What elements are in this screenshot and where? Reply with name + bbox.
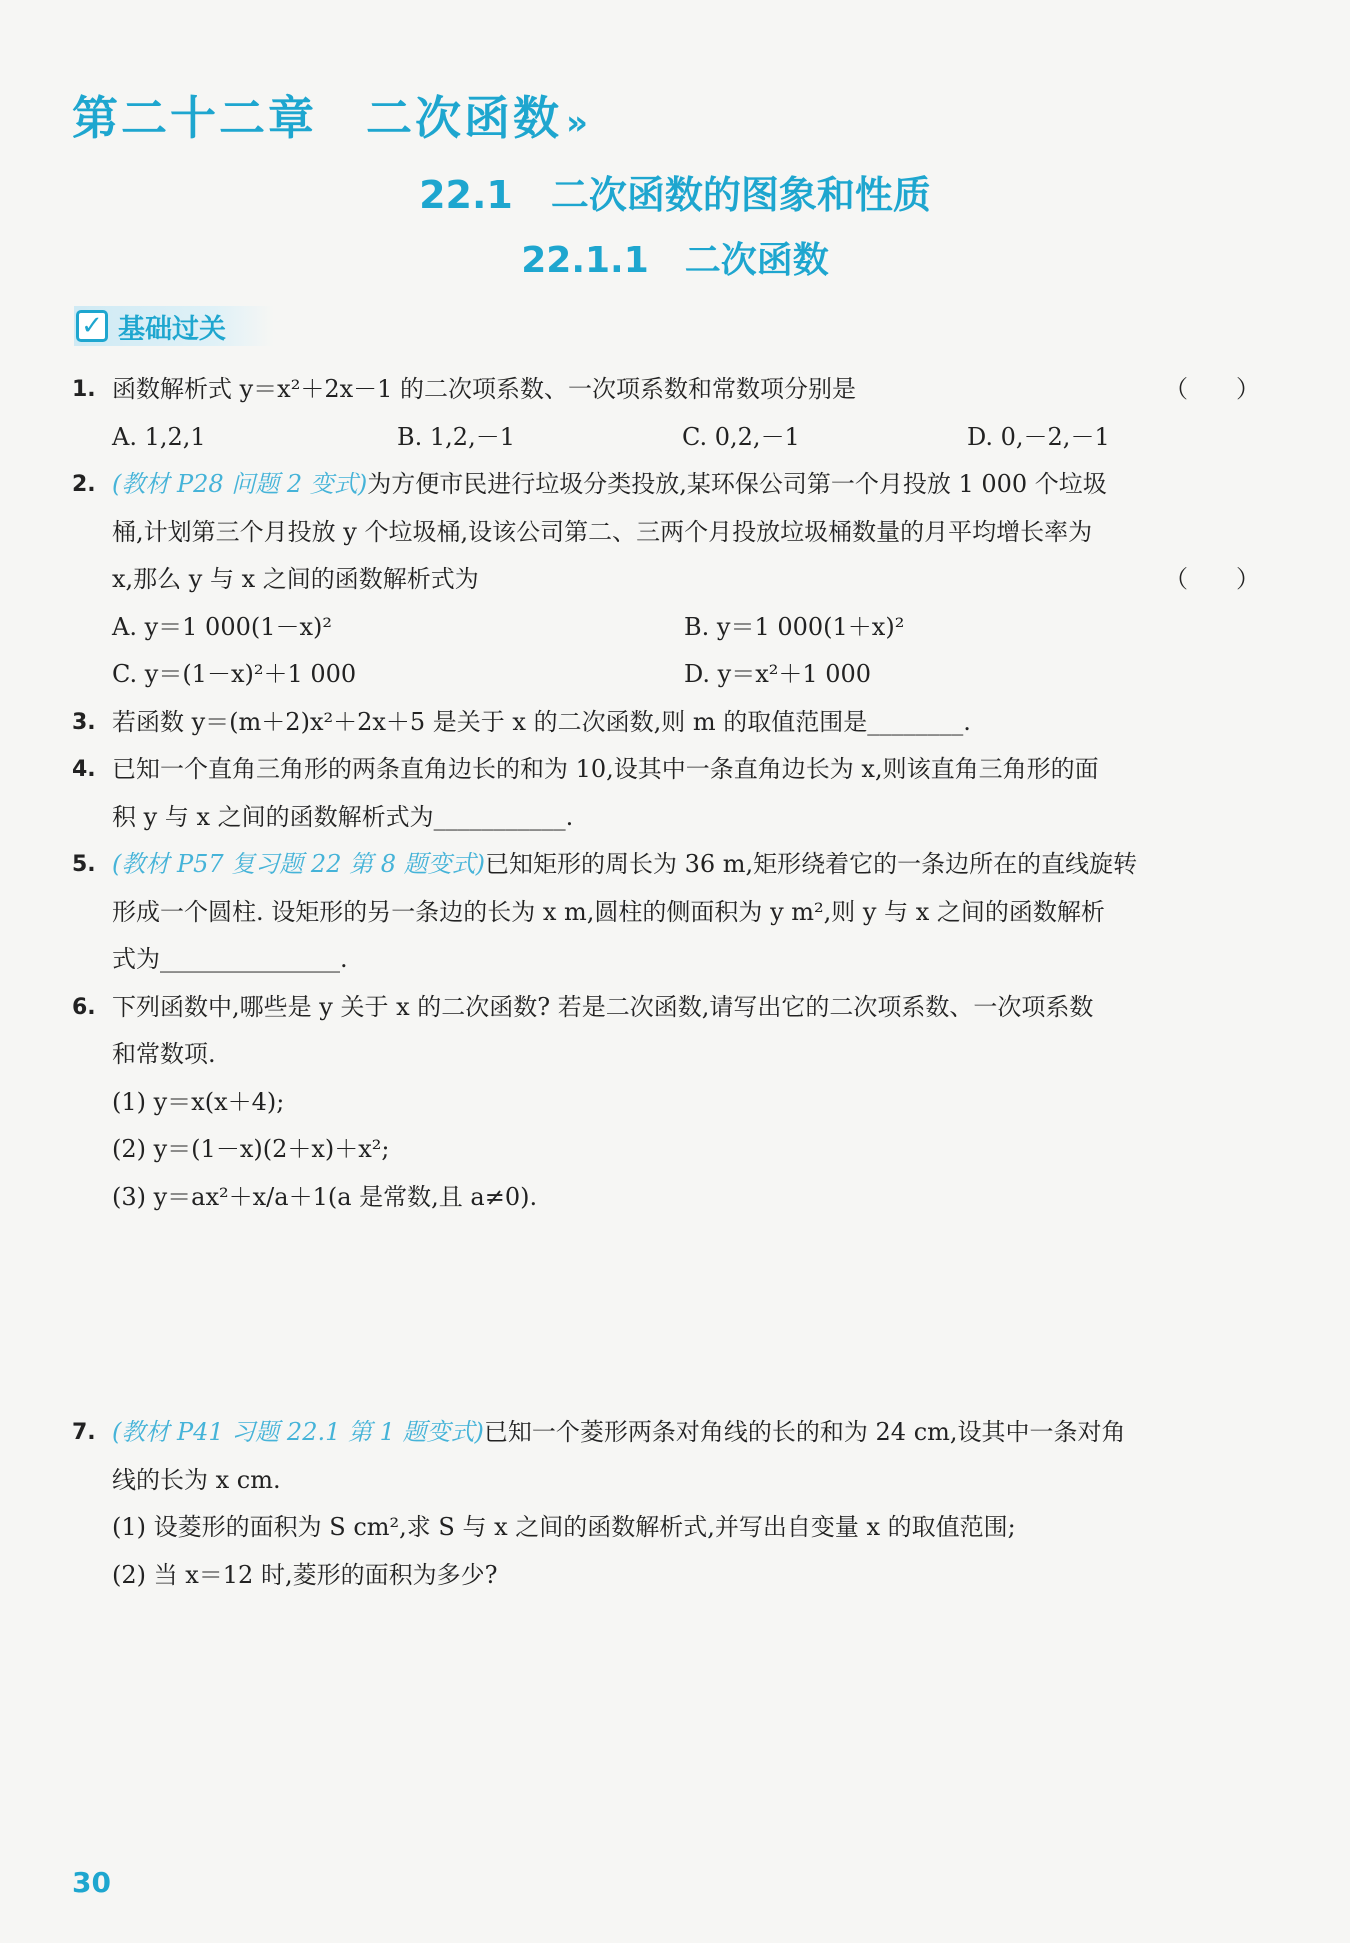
checkbox-icon: ✓ (76, 310, 108, 342)
question-text-line-3: x,那么 y 与 x 之间的函数解析式为 (112, 565, 479, 593)
question-text-line-1: 已知矩形的周长为 36 m,矩形绕着它的一条边所在的直线旋转 (485, 850, 1138, 878)
option-b: B. 1,2,－1 (397, 422, 515, 451)
question-4 (72, 746, 1272, 841)
question-text-line-2: 积 y 与 x 之间的函数解析式为___________. (112, 802, 574, 831)
question-2-options (72, 604, 1272, 699)
sub-question-2: (2) 当 x＝12 时,菱形的面积为多少? (112, 1560, 498, 1589)
sub-question-3: (3) y＝ax²＋x/a＋1(a 是常数,且 a≠0). (112, 1182, 538, 1211)
question-number: 5. (72, 852, 96, 877)
question-number: 4. (72, 757, 96, 782)
question-6 (72, 984, 1272, 1079)
question-text-line-2: 线的长为 x cm. (112, 1465, 281, 1494)
option-c: C. y＝(1－x)²＋1 000 (112, 660, 357, 688)
question-text: 若函数 y＝(m＋2)x²＋2x＋5 是关于 x 的二次函数,则 m 的取值范围是________. (112, 707, 971, 736)
double-chevron-icon: ›› (566, 103, 583, 143)
question-3 (72, 699, 1272, 747)
question-2 (72, 461, 1272, 604)
sub-question-1: (1) 设菱形的面积为 S cm²,求 S 与 x 之间的函数解析式,并写出自变量 x 的取值范围; (112, 1513, 1016, 1541)
question-text: 函数解析式 y＝x²＋2x－1 的二次项系数、一次项系数和常数项分别是 (112, 375, 857, 403)
option-a: A. 1,2,1 (112, 422, 206, 451)
question-1 (72, 366, 1272, 414)
question-text-line-2: 桶,计划第三个月投放 y 个垃圾桶,设该公司第二、三两个月投放垃圾桶数量的月平均增长率为 (112, 517, 1093, 546)
question-7 (72, 1409, 1272, 1504)
question-text-line-1: 为方便市民进行垃圾分类投放,某环保公司第一个月投放 1 000 个垃圾 (367, 470, 1107, 498)
question-text-line-1: 已知一个直角三角形的两条直角边长的和为 10,设其中一条直角边长为 x,则该直角三角形的面 (112, 755, 1099, 783)
textbook-source: (教材 P28 问题 2 变式) (112, 470, 368, 498)
answer-parentheses: （ ） (1164, 375, 1260, 403)
question-number: 2. (72, 472, 96, 497)
textbook-source: (教材 P57 复习题 22 第 8 题变式) (112, 850, 485, 878)
badge-label: 基础过关 (118, 313, 226, 345)
option-d: D. y＝x²＋1 000 (684, 660, 872, 688)
chapter-title-text: 第二十二章 二次函数 (72, 91, 562, 145)
section-title: 22.1 二次函数的图象和性质 (419, 173, 931, 217)
questions (72, 366, 1272, 1599)
answer-parentheses: （ ） (1164, 565, 1260, 593)
chapter-title (72, 82, 582, 148)
basic-practice-badge (74, 306, 274, 346)
textbook-source: (教材 P41 习题 22.1 第 1 题变式) (112, 1418, 484, 1446)
question-number: 6. (72, 994, 96, 1020)
sub-question-2: (2) y＝(1－x)(2＋x)＋x²; (112, 1135, 390, 1163)
option-b: B. y＝1 000(1＋x)² (684, 612, 905, 641)
question-number: 7. (72, 1420, 96, 1445)
subsection-title: 22.1.1 二次函数 (521, 240, 829, 281)
question-text-line-2: 形成一个圆柱. 设矩形的另一条边的长为 x m,圆柱的侧面积为 y m²,则 y 与 x 之间的函数解析 (112, 897, 1105, 926)
question-5 (72, 841, 1272, 984)
sub-question-1: (1) y＝x(x＋4); (112, 1087, 285, 1116)
option-c: C. 0,2,－1 (682, 422, 800, 451)
option-d: D. 0,－2,－1 (967, 422, 1110, 451)
page-number: 30 (72, 1866, 111, 1899)
question-text-line-1: 下列函数中,哪些是 y 关于 x 的二次函数? 若是二次函数,请写出它的二次项系数、一次项系数 (112, 992, 1094, 1021)
question-number: 1. (72, 377, 96, 402)
question-1-options (72, 414, 1272, 462)
question-text-line-1: 已知一个菱形两条对角线的长的和为 24 cm,设其中一条对角 (483, 1418, 1126, 1446)
answer-space (72, 1221, 1272, 1409)
question-text-line-3: 式为_______________. (112, 945, 348, 973)
question-text-line-2: 和常数项. (112, 1040, 216, 1068)
option-a: A. y＝1 000(1－x)² (112, 612, 333, 641)
question-number: 3. (72, 709, 96, 735)
